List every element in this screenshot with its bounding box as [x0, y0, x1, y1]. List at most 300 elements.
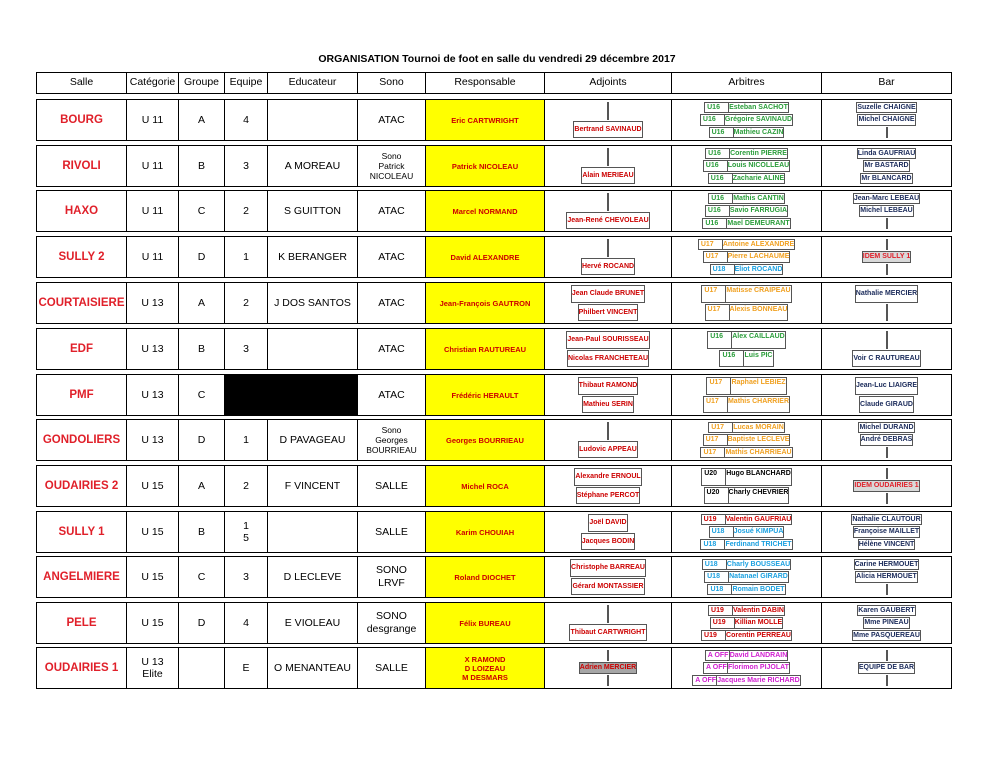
equipe-cell: [224, 145, 267, 187]
equipe-line: 1: [243, 434, 249, 446]
arbitre-category: U18: [711, 265, 735, 274]
bar-name: EQUIPE DE BAR: [858, 662, 915, 673]
arbitre-row: [708, 605, 785, 616]
categorie-cell: [126, 511, 178, 553]
arbitre-category: U16: [710, 128, 734, 137]
sono-line: Sono: [381, 425, 402, 435]
arbitre-row: [702, 559, 791, 570]
groupe-cell: A: [178, 99, 224, 141]
adjoint-name: Christophe BARREAU: [570, 559, 646, 577]
salle-cell: COURTAISIERE: [36, 282, 126, 324]
bar-name: Mr BASTARD: [863, 160, 909, 171]
categorie-line: U 13: [141, 434, 164, 446]
salle-cell: EDF: [36, 328, 126, 370]
bar-cell: [821, 602, 952, 644]
arbitre-row: [703, 251, 791, 262]
salle-cell: OUDAIRIES 2: [36, 465, 126, 507]
responsable-cell: [425, 465, 544, 507]
categorie-cell: [126, 647, 178, 689]
sono-cell: [357, 419, 425, 461]
adjoint-name: Hervé ROCAND: [581, 258, 635, 276]
bar-name: [886, 675, 888, 686]
sono-line: BOURRIEAU: [366, 445, 417, 455]
arbitre-row: [706, 377, 786, 395]
responsable-cell: [425, 556, 544, 598]
sono-cell: [357, 99, 425, 141]
bar-cell: [821, 374, 952, 416]
bar-name: [886, 239, 888, 250]
equipe-cell: [224, 190, 267, 232]
adjoint-name: Joël DAVID: [588, 514, 627, 532]
adjoint-name: Thibaut RAMOND: [578, 377, 639, 395]
arbitre-row: [710, 264, 784, 275]
arbitre-name: Louis NICOLLEAU: [727, 162, 790, 170]
arbitre-row: [701, 630, 792, 641]
bar-cell: [821, 556, 952, 598]
responsable-name: Félix BUREAU: [459, 618, 511, 628]
arbitre-category: A OFF: [706, 664, 727, 672]
responsable-name: Karim CHOUIAH: [455, 527, 515, 537]
header-groupe: Groupe: [178, 72, 224, 94]
arbitres-cell: [671, 419, 821, 461]
arbitre-name: Charly BOUSSEAU: [726, 561, 791, 568]
arbitre-category: U17: [699, 240, 723, 249]
responsable-name: Patrick NICOLEAU: [451, 161, 519, 171]
bar-cell: [821, 236, 952, 278]
arbitre-name: Corentin PERREAU: [726, 631, 791, 639]
arbitre-category: U16: [706, 149, 730, 158]
sono-cell: [357, 145, 425, 187]
responsable-name: M DESMARS: [462, 672, 508, 682]
arbitre-name: Charly CHEVRIER: [728, 488, 789, 496]
sono-line: desgrange: [366, 623, 417, 635]
arbitre-category: U19: [711, 618, 735, 627]
categorie-cell: [126, 236, 178, 278]
table-row: [36, 190, 952, 232]
bar-name: Michel DURAND: [858, 422, 914, 433]
bar-name: Mme PINEAU: [863, 617, 909, 628]
bar-name: Voir C RAUTUREAU: [852, 350, 920, 368]
sono-cell: [357, 556, 425, 598]
adjoints-cell: [544, 465, 671, 507]
arbitre-row: [698, 239, 795, 250]
responsable-cell: [425, 282, 544, 324]
arbitre-row: [705, 650, 789, 661]
sono-line: ATAC: [378, 251, 405, 263]
arbitre-row: [719, 350, 773, 368]
groupe-cell: C: [178, 190, 224, 232]
adjoint-name: [607, 193, 609, 211]
responsable-cell: [425, 419, 544, 461]
equipe-line: 2: [243, 297, 249, 309]
table-row: [36, 647, 952, 689]
bar-name: [886, 650, 888, 661]
arbitre-category: U18: [703, 560, 727, 569]
categorie-line: U 11: [141, 205, 164, 217]
adjoint-name: Thibaut CARTWRIGHT: [569, 624, 646, 642]
educateur-cell: O MENANTEAU: [267, 647, 357, 689]
sono-cell: [357, 602, 425, 644]
arbitres-cell: [671, 602, 821, 644]
arbitre-row: [700, 114, 793, 125]
arbitre-name: Alex CAILLAUD: [732, 333, 785, 340]
arbitre-category: U16: [720, 351, 744, 367]
sono-line: ATAC: [378, 297, 405, 309]
header-categorie: Catégorie: [126, 72, 178, 94]
responsable-cell: [425, 602, 544, 644]
arbitre-name: Alexis BONNEAU: [729, 305, 788, 313]
sono-cell: [357, 236, 425, 278]
adjoint-name: [607, 239, 609, 257]
sono-line: SALLE: [375, 480, 408, 492]
equipe-cell: [224, 236, 267, 278]
arbitre-row: [705, 148, 788, 159]
equipe-line: E: [242, 662, 250, 674]
arbitre-row: [703, 160, 790, 171]
equipe-cell: [224, 419, 267, 461]
arbitre-name: Mael DEMEURANT: [727, 219, 790, 227]
categorie-line: U 13: [141, 389, 164, 401]
responsable-cell: [425, 328, 544, 370]
arbitre-row: [704, 102, 789, 113]
sono-line: LRVF: [378, 577, 405, 589]
arbitre-category: U16: [704, 161, 728, 170]
arbitre-category: U16: [709, 174, 733, 183]
bar-name: Linda GAUFRIAU: [857, 148, 917, 159]
bar-name: André DEBRAS: [860, 434, 914, 445]
equipe-line: 2: [243, 480, 249, 492]
salle-cell: GONDOLIERS: [36, 419, 126, 461]
arbitre-name: Hugo BLANCHARD: [726, 470, 791, 477]
bar-name: Nathalie MERCIER: [855, 285, 918, 303]
arbitre-name: Ferdinand TRICHET: [725, 540, 792, 548]
categorie-line: U 15: [141, 526, 164, 538]
arbitres-cell: [671, 374, 821, 416]
categorie-line: U 11: [141, 251, 164, 263]
adjoint-name: Jacques BODIN: [581, 533, 636, 551]
table-row: [36, 328, 952, 370]
responsable-name: D LOIZEAU: [464, 663, 506, 673]
adjoint-name: Jean-Paul SOURISSEAU: [566, 331, 649, 349]
equipe-cell: [224, 282, 267, 324]
header-adjoints: Adjoints: [544, 72, 671, 94]
educateur-cell: A MOREAU: [267, 145, 357, 187]
equipe-cell: [224, 647, 267, 689]
adjoints-cell: [544, 282, 671, 324]
groupe-cell: B: [178, 328, 224, 370]
bar-name: Mme PASQUEREAU: [852, 630, 921, 641]
arbitre-name: Raphael LEBIEZ: [731, 379, 786, 386]
arbitre-name: Josué KIMPUA: [733, 528, 784, 536]
bar-name: Mr BLANCARD: [860, 173, 912, 184]
arbitre-row: [710, 617, 783, 628]
categorie-line: U 13: [141, 343, 164, 355]
arbitre-row: [703, 434, 791, 445]
responsable-cell: [425, 374, 544, 416]
table-row: [36, 511, 952, 553]
arbitre-name: Romain BODET: [732, 585, 785, 593]
groupe-cell: B: [178, 511, 224, 553]
salle-cell: PELE: [36, 602, 126, 644]
sono-cell: [357, 190, 425, 232]
arbitre-row: [708, 422, 785, 433]
categorie-cell: [126, 602, 178, 644]
arbitre-category: A OFF: [707, 652, 729, 659]
bar-name: Michel LEBEAU: [859, 205, 914, 216]
educateur-cell: K BERANGER: [267, 236, 357, 278]
bar-name: [886, 493, 888, 504]
arbitre-row: [709, 526, 785, 537]
sono-cell: [357, 374, 425, 416]
sono-cell: [357, 511, 425, 553]
arbitre-name: Antoine ALEXANDRE: [722, 241, 795, 248]
equipe-cell: [224, 374, 267, 416]
header-salle: Salle: [36, 72, 126, 94]
table-row: [36, 145, 952, 187]
table-row: [36, 374, 952, 416]
sono-cell: [357, 282, 425, 324]
educateur-cell: D PAVAGEAU: [267, 419, 357, 461]
arbitre-name: Pierre LACHAUME: [727, 253, 790, 261]
arbitre-category: U20: [702, 469, 726, 485]
sono-line: Sono: [381, 151, 402, 161]
bar-name: Alicia HERMOUET: [855, 571, 918, 582]
groupe-cell: A: [178, 282, 224, 324]
arbitre-name: Valentin GAUFRIAU: [725, 516, 792, 523]
salle-cell: OUDAIRIES 1: [36, 647, 126, 689]
equipe-line: 1: [243, 251, 249, 263]
arbitre-name: Luis PIC: [744, 351, 773, 359]
arbitre-name: Zacharie ALINE: [732, 174, 785, 182]
equipe-line: 4: [243, 617, 249, 629]
groupe-cell: D: [178, 602, 224, 644]
categorie-line: Elite: [142, 668, 163, 680]
table-row: [36, 602, 952, 644]
arbitres-cell: [671, 556, 821, 598]
arbitre-name: Mathieu CAZIN: [733, 128, 784, 136]
equipe-cell: [224, 511, 267, 553]
sono-cell: [357, 328, 425, 370]
categorie-cell: [126, 374, 178, 416]
categorie-line: U 15: [141, 617, 164, 629]
sono-line: SALLE: [375, 662, 408, 674]
adjoints-cell: [544, 511, 671, 553]
sono-line: Patrick: [378, 161, 405, 171]
arbitre-row: [701, 468, 792, 486]
arbitre-category: A OFF: [695, 676, 717, 684]
arbitre-row: [708, 193, 785, 204]
header-sono: Sono: [357, 72, 425, 94]
arbitre-row: [707, 584, 785, 595]
responsable-name: Roland DIOCHET: [454, 572, 516, 582]
arbitre-row: [701, 514, 793, 525]
adjoint-name: [607, 102, 609, 120]
arbitre-category: U19: [702, 631, 726, 640]
responsable-cell: [425, 190, 544, 232]
equipe-cell: [224, 99, 267, 141]
arbitre-name: David LANDRAIN: [729, 652, 788, 659]
arbitre-name: Mathis CANTIN: [733, 195, 784, 202]
groupe-cell: C: [178, 374, 224, 416]
adjoint-name: Jean Claude BRUNET: [571, 285, 645, 303]
salle-cell: PMF: [36, 374, 126, 416]
bar-name: Nathalie CLAUTOUR: [851, 514, 921, 525]
responsable-cell: [425, 145, 544, 187]
categorie-line: U 13: [141, 297, 164, 309]
page-title: ORGANISATION Tournoi de foot en salle du vendredi 29 décembre 2017: [318, 53, 676, 65]
arbitre-category: U16: [709, 194, 733, 203]
arbitre-row: [700, 539, 792, 550]
adjoint-name: Jean-René CHEVOLEAU: [566, 212, 649, 230]
sono-line: ATAC: [378, 114, 405, 126]
arbitres-cell: [671, 282, 821, 324]
equipe-line: 2: [243, 205, 249, 217]
adjoints-cell: [544, 602, 671, 644]
bar-name: Karen GAUBERT: [857, 605, 915, 616]
educateur-cell: [267, 511, 357, 553]
bar-name: Carine HERMOUET: [854, 559, 920, 570]
arbitre-category: U17: [706, 305, 730, 321]
responsable-name: Georges BOURRIEAU: [446, 435, 524, 445]
arbitre-name: Valentin DABIN: [733, 607, 784, 614]
header-responsable: Responsable: [425, 72, 544, 94]
arbitre-row: [701, 285, 791, 303]
equipe-cell: [224, 556, 267, 598]
equipe-line: 1: [243, 520, 249, 532]
arbitre-category: U18: [705, 572, 729, 581]
adjoint-name: [607, 650, 609, 661]
educateur-cell: [267, 328, 357, 370]
adjoint-name: Adrien MERCIER: [579, 662, 637, 673]
arbitres-cell: [671, 647, 821, 689]
arbitre-category: U16: [708, 332, 732, 348]
arbitre-category: U19: [709, 606, 733, 615]
bar-name: [886, 468, 888, 479]
equipe-line: 3: [243, 343, 249, 355]
bar-name: [886, 304, 888, 322]
arbitre-category: U17: [707, 378, 731, 394]
bar-name: Françoise MAILLET: [853, 526, 920, 537]
bar-name: IDEM OUDAIRIES 1: [853, 480, 919, 491]
header-equipe: Equipe: [224, 72, 267, 94]
bar-cell: [821, 419, 952, 461]
categorie-line: U 11: [141, 160, 164, 172]
adjoint-name: Philbert VINCENT: [578, 304, 639, 322]
bar-cell: [821, 465, 952, 507]
table-row: [36, 419, 952, 461]
arbitre-category: U20: [705, 488, 729, 504]
groupe-cell: C: [178, 556, 224, 598]
responsable-name: Frédéric HERAULT: [451, 390, 519, 400]
sono-line: NICOLEAU: [369, 171, 414, 181]
bar-name: IDEM SULLY 1: [862, 251, 911, 262]
groupe-cell: D: [178, 236, 224, 278]
educateur-cell: D LECLEVE: [267, 556, 357, 598]
arbitre-row: [702, 218, 790, 229]
arbitre-category: U17: [709, 423, 733, 432]
arbitres-cell: [671, 190, 821, 232]
arbitre-name: Lucas MORAIN: [733, 424, 784, 431]
equipe-cell: [224, 328, 267, 370]
bar-name: Jean-Luc LIAIGRE: [855, 377, 918, 395]
adjoint-name: Nicolas FRANCHETEAU: [567, 350, 649, 368]
categorie-cell: [126, 190, 178, 232]
responsable-name: Christian RAUTUREAU: [443, 344, 527, 354]
bar-name: [886, 127, 888, 138]
arbitres-cell: [671, 465, 821, 507]
bar-cell: [821, 99, 952, 141]
header-bar: Bar: [821, 72, 952, 94]
adjoints-cell: [544, 647, 671, 689]
table-row: [36, 465, 952, 507]
equipe-line: 4: [243, 114, 249, 126]
categorie-cell: [126, 419, 178, 461]
categorie-cell: [126, 556, 178, 598]
bar-name: [886, 218, 888, 229]
responsable-cell: [425, 647, 544, 689]
arbitre-row: [707, 331, 786, 349]
bar-name: Suzelle CHAIGNE: [856, 102, 916, 113]
educateur-cell: [267, 99, 357, 141]
table-header: [36, 72, 952, 94]
categorie-line: U 11: [141, 114, 164, 126]
arbitre-category: U16: [703, 219, 727, 228]
bar-name: Michel CHAIGNE: [857, 114, 915, 125]
categorie-cell: [126, 99, 178, 141]
arbitres-cell: [671, 99, 821, 141]
arbitre-category: U16: [701, 115, 725, 124]
adjoint-name: Gérard MONTASSIER: [571, 578, 644, 596]
salle-cell: SULLY 1: [36, 511, 126, 553]
arbitre-category: U17: [704, 435, 728, 444]
arbitre-category: U19: [702, 515, 726, 524]
bar-name: [886, 584, 888, 595]
arbitre-name: Baptiste LECLEVE: [727, 436, 790, 444]
arbitre-row: [692, 675, 800, 686]
categorie-cell: [126, 282, 178, 324]
salle-cell: ANGELMIERE: [36, 556, 126, 598]
header-arbitres: Arbitres: [671, 72, 821, 94]
adjoint-name: [607, 422, 609, 440]
bar-cell: [821, 190, 952, 232]
groupe-cell: [178, 647, 224, 689]
adjoint-name: Ludovic APPEAU: [578, 441, 638, 459]
arbitre-name: Florimon PIJOLAT: [728, 664, 789, 672]
salle-cell: SULLY 2: [36, 236, 126, 278]
arbitre-category: U17: [701, 448, 725, 457]
arbitre-name: Matisse CRAIPEAU: [726, 287, 791, 294]
arbitre-row: [704, 487, 790, 505]
categorie-cell: [126, 465, 178, 507]
bar-name: [886, 447, 888, 458]
table-row: [36, 556, 952, 598]
arbitre-name: Mathis CHARRIER: [727, 397, 790, 405]
sono-line: SONO: [376, 564, 407, 576]
arbitre-name: Mathis CHARRIEAU: [725, 448, 792, 456]
sono-line: ATAC: [378, 343, 405, 355]
categorie-line: U 15: [141, 571, 164, 583]
bar-name: Jean-Marc LEBEAU: [853, 193, 920, 204]
sono-line: Georges: [375, 435, 408, 445]
adjoint-name: Mathieu SERIN: [582, 396, 634, 414]
adjoint-name: [607, 605, 609, 623]
categorie-line: U 13: [141, 656, 164, 668]
salle-cell: HAXO: [36, 190, 126, 232]
educateur-cell: S GUITTON: [267, 190, 357, 232]
table-row: [36, 236, 952, 278]
categorie-cell: [126, 328, 178, 370]
arbitre-row: [703, 396, 790, 414]
